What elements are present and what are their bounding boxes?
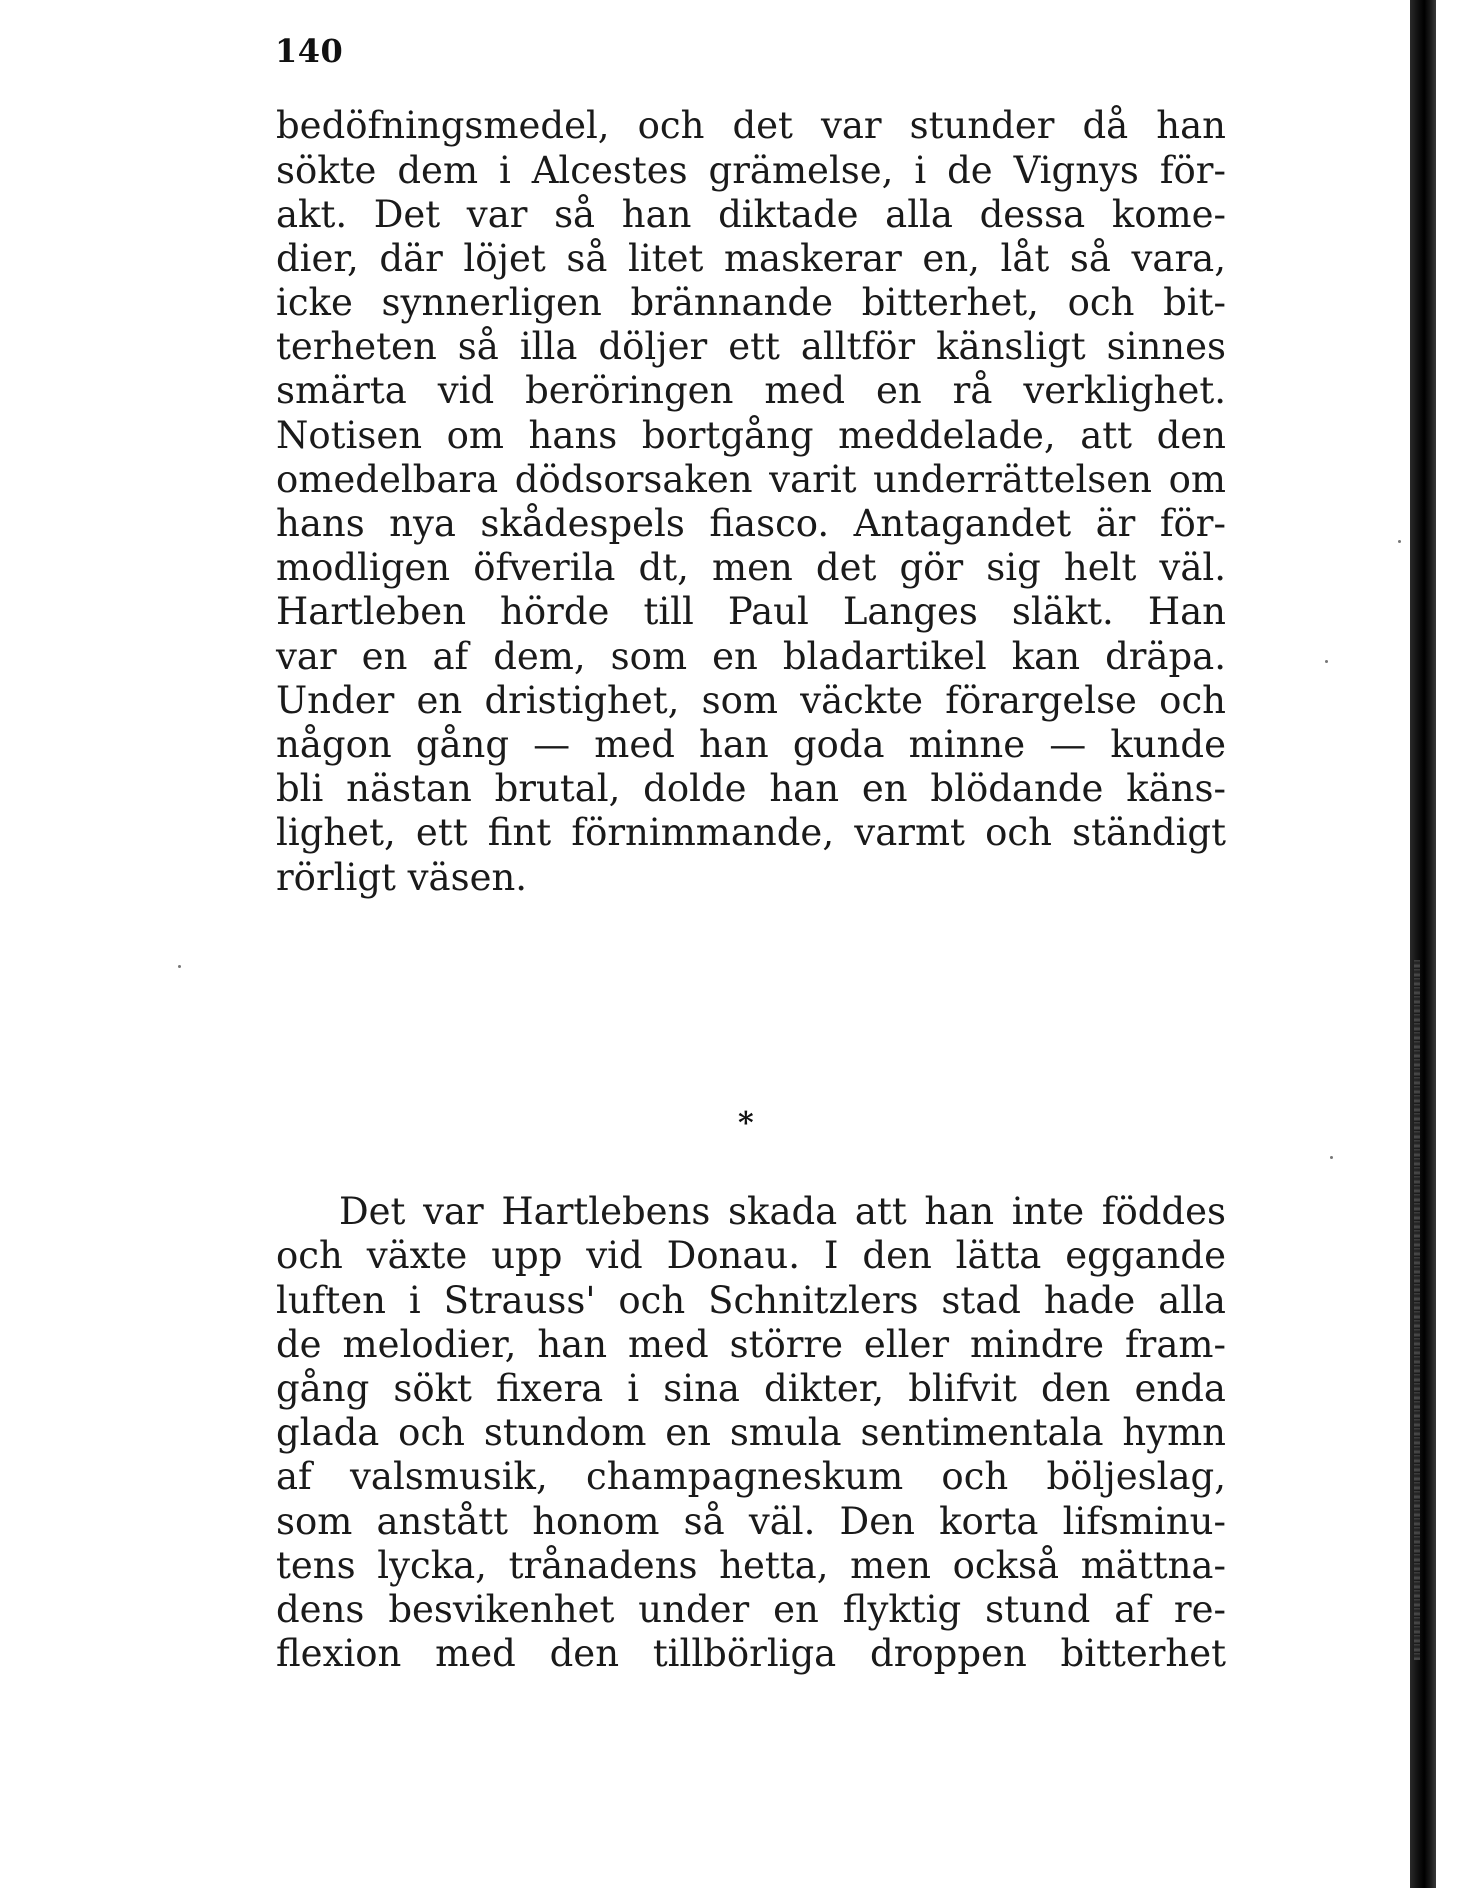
text-line: flexion med den tillbörliga droppen bitterhet (276, 1632, 1226, 1675)
text-line: och växte upp vid Donau. I den lätta eggande (276, 1234, 1226, 1277)
text-line: glada och stundom en smula sentimentala hymn (276, 1411, 1226, 1454)
text-line: bedöfningsmedel, och det var stunder då han (276, 104, 1226, 147)
text-line: hans nya skådespels fiasco. Antagandet är för- (276, 502, 1226, 545)
text-line: Notisen om hans bortgång meddelade, att den (276, 414, 1226, 457)
text-line: bli nästan brutal, dolde han en blödande käns- (276, 767, 1226, 810)
text-line: af valsmusik, champagneskum och böljeslag, (276, 1455, 1226, 1498)
text-line: Under en dristighet, som väckte förargelse och (276, 679, 1226, 722)
text-line: akt. Det var så han diktade alla dessa kome- (276, 193, 1226, 236)
text-line: som anstått honom så väl. Den korta lifsminu- (276, 1500, 1226, 1543)
text-line: någon gång — med han goda minne — kunde (276, 723, 1226, 766)
text-line: icke synnerligen brännande bitterhet, och bit- (276, 281, 1226, 324)
paper-speck (178, 965, 181, 968)
text-line: gång sökt fixera i sina dikter, blifvit den enda (276, 1367, 1226, 1410)
paper-speck (1330, 1156, 1333, 1159)
text-line: Det var Hartlebens skada att han inte föddes (339, 1190, 1226, 1233)
text-line: dens besvikenhet under en flyktig stund af re- (276, 1588, 1226, 1631)
paper-speck (1325, 660, 1328, 663)
text-line: terheten så illa döljer ett alltför känsligt sinnes (276, 325, 1226, 368)
text-line: smärta vid beröringen med en rå verklighet. (276, 369, 1226, 412)
page-binding-edge (1410, 0, 1436, 1888)
text-line: modligen öfverila dt, men det gör sig helt väl. (276, 546, 1226, 589)
text-line: dier, där löjet så litet maskerar en, låt så vara, (276, 237, 1226, 280)
paper-speck (1398, 540, 1401, 543)
text-line: luften i Strauss' och Schnitzlers stad hade alla (276, 1279, 1226, 1322)
section-separator: * (738, 1106, 754, 1141)
text-line: Hartleben hörde till Paul Langes släkt. Han (276, 590, 1226, 633)
text-line: omedelbara dödsorsaken varit underrättelsen om (276, 458, 1226, 501)
text-line: sökte dem i Alcestes grämelse, i de Vignys för- (276, 149, 1226, 192)
text-line: rörligt väsen. (276, 856, 528, 899)
text-line: de melodier, han med större eller mindre fram- (276, 1323, 1226, 1366)
text-line: var en af dem, som en bladartikel kan dräpa. (276, 635, 1226, 678)
page-number: 140 (275, 32, 344, 70)
text-line: tens lycka, trånadens hetta, men också mättna- (276, 1544, 1226, 1587)
text-line: lighet, ett fint förnimmande, varmt och ständigt (276, 811, 1226, 854)
